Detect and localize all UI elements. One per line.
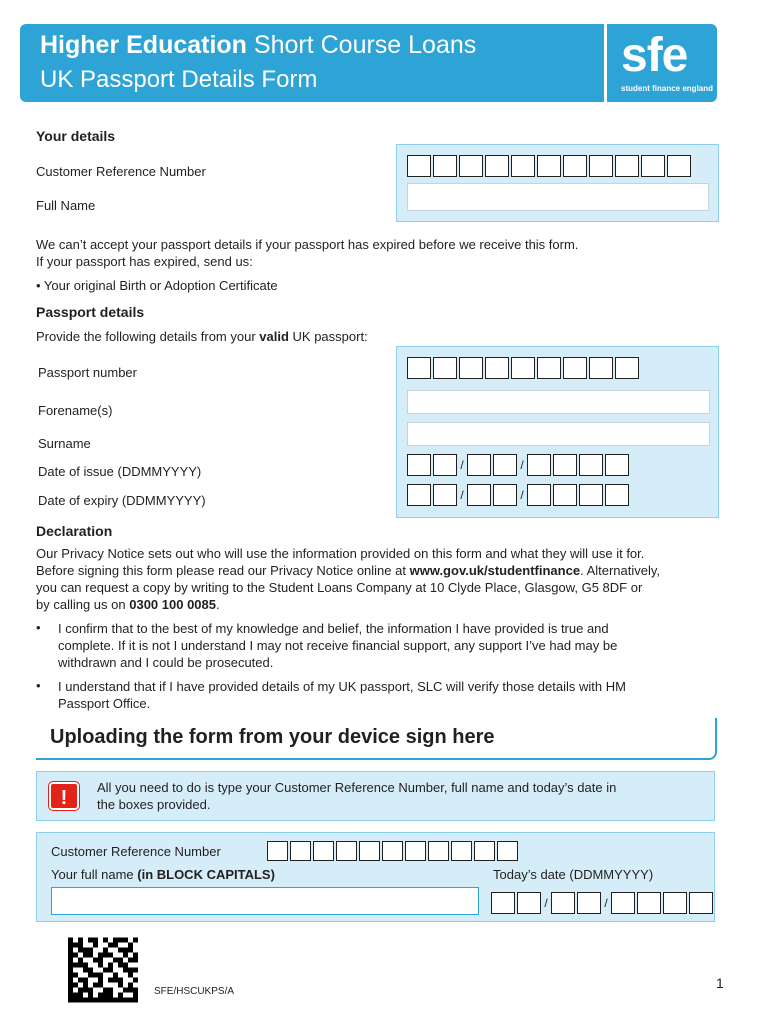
expired-note <box>36 236 578 270</box>
name-label-pre: Your full name <box>51 867 138 882</box>
forenames-field[interactable] <box>407 390 710 414</box>
studentfinance-link[interactable]: www.gov.uk/studentfinance <box>409 563 581 578</box>
intro-bold: valid <box>259 329 289 344</box>
crn-label: Customer Reference Number <box>36 164 206 179</box>
passport-details-heading: Passport details <box>36 304 145 320</box>
date-slash: / <box>544 896 548 910</box>
passport-intro <box>36 329 368 344</box>
form-header <box>20 24 604 102</box>
form-subtitle: UK Passport Details Form <box>40 66 318 93</box>
passport-number-boxes[interactable] <box>407 357 641 379</box>
logo-wordmark: sfe <box>621 29 688 82</box>
privacy-line4-post: . <box>216 597 220 612</box>
privacy-line1: Our Privacy Notice sets out who will use the information provided on this form and what they will use it for. <box>36 546 645 561</box>
bullet-mark: • <box>36 678 41 693</box>
surname-field[interactable] <box>407 422 710 446</box>
block-capitals-label <box>51 867 275 882</box>
full-name-label: Full Name <box>36 198 96 213</box>
upload-heading-box <box>36 718 717 760</box>
alert-line1: All you need to do is type your Customer Reference Number, full name and today’s date in <box>97 780 617 795</box>
date-slash: / <box>520 458 524 472</box>
surname-label: Surname <box>38 436 91 451</box>
todays-date-label: Today’s date (DDMMYYYY) <box>493 867 654 882</box>
logo-tagline: student finance england <box>621 84 714 93</box>
confirm-line3: withdrawn and I could be prosecuted. <box>58 655 274 670</box>
alert-line2: the boxes provided. <box>97 797 211 812</box>
full-name-field[interactable] <box>407 183 709 211</box>
block-capitals-name-field[interactable] <box>51 887 479 915</box>
verify-line1: I understand that if I have provided details of my UK passport, SLC will verify those details with HM <box>58 679 626 694</box>
expired-item: • Your original Birth or Adoption Certificate <box>36 278 278 293</box>
title-bold: Higher Education <box>40 31 247 59</box>
issue-date-label: Date of issue (DDMMYYYY) <box>38 464 202 479</box>
date-slash: / <box>460 488 464 502</box>
upload-heading: Uploading the form from your device sign here <box>50 726 495 748</box>
expiry-date-boxes[interactable] <box>407 484 631 506</box>
privacy-line2 <box>36 562 660 579</box>
expiry-date-label: Date of expiry (DDMMYYYY) <box>38 493 206 508</box>
form-code: SFE/HSCUKPS/A <box>154 986 235 997</box>
privacy-line2-post: . Alternatively, <box>580 563 661 578</box>
verify-statement <box>58 678 626 712</box>
crn-boxes[interactable] <box>407 155 693 177</box>
expired-note-line2: If your passport has expired, send us: <box>36 254 253 269</box>
privacy-line2-pre: Before signing this form please read our Privacy Notice online at <box>36 563 410 578</box>
confirm-line1: I confirm that to the best of my knowledge and belief, the information I have provided is true and <box>58 621 609 636</box>
your-details-panel <box>396 144 719 222</box>
passport-number-label: Passport number <box>38 365 137 380</box>
signature-panel <box>36 832 715 922</box>
expired-note-line1: We can’t accept your passport details if your passport has expired before we receive this form. <box>36 237 579 252</box>
title-rest: Short Course Loans <box>253 31 477 59</box>
alert-text <box>97 779 616 813</box>
upload-crn-label: Customer Reference Number <box>51 844 221 859</box>
privacy-line4 <box>36 596 660 613</box>
phone-number: 0300 100 0085 <box>129 597 216 612</box>
passport-panel <box>396 346 719 518</box>
forenames-label: Forename(s) <box>38 403 113 418</box>
confirm-line2: complete. If it is not I understand I may not receive financial support, any support I’ve had may be <box>58 638 618 653</box>
intro-post: UK passport: <box>288 329 368 344</box>
page-number: 1 <box>716 975 724 991</box>
privacy-paragraph <box>36 545 660 613</box>
privacy-line3: you can request a copy by writing to the Student Loans Company at 10 Clyde Place, Glasgow, G5 8DF or <box>36 580 643 595</box>
barcode-icon <box>68 937 138 1003</box>
upload-alert <box>36 771 715 821</box>
bullet-mark: • <box>36 620 41 635</box>
verify-line2: Passport Office. <box>58 696 151 711</box>
sfe-logo <box>607 24 717 102</box>
intro-pre: Provide the following details from your <box>36 329 260 344</box>
privacy-line4-pre: by calling us on <box>36 597 130 612</box>
your-details-heading: Your details <box>36 128 116 144</box>
date-slash: / <box>520 488 524 502</box>
issue-date-boxes[interactable] <box>407 454 631 476</box>
form-title <box>40 30 476 60</box>
date-slash: / <box>460 458 464 472</box>
confirm-statement <box>58 620 617 671</box>
exclamation-icon: ! <box>49 782 79 810</box>
todays-date-boxes[interactable] <box>491 892 715 914</box>
upload-crn-boxes[interactable] <box>267 841 520 861</box>
date-slash: / <box>604 896 608 910</box>
name-label-bold: (in BLOCK CAPITALS) <box>137 867 275 882</box>
declaration-heading: Declaration <box>36 523 113 539</box>
